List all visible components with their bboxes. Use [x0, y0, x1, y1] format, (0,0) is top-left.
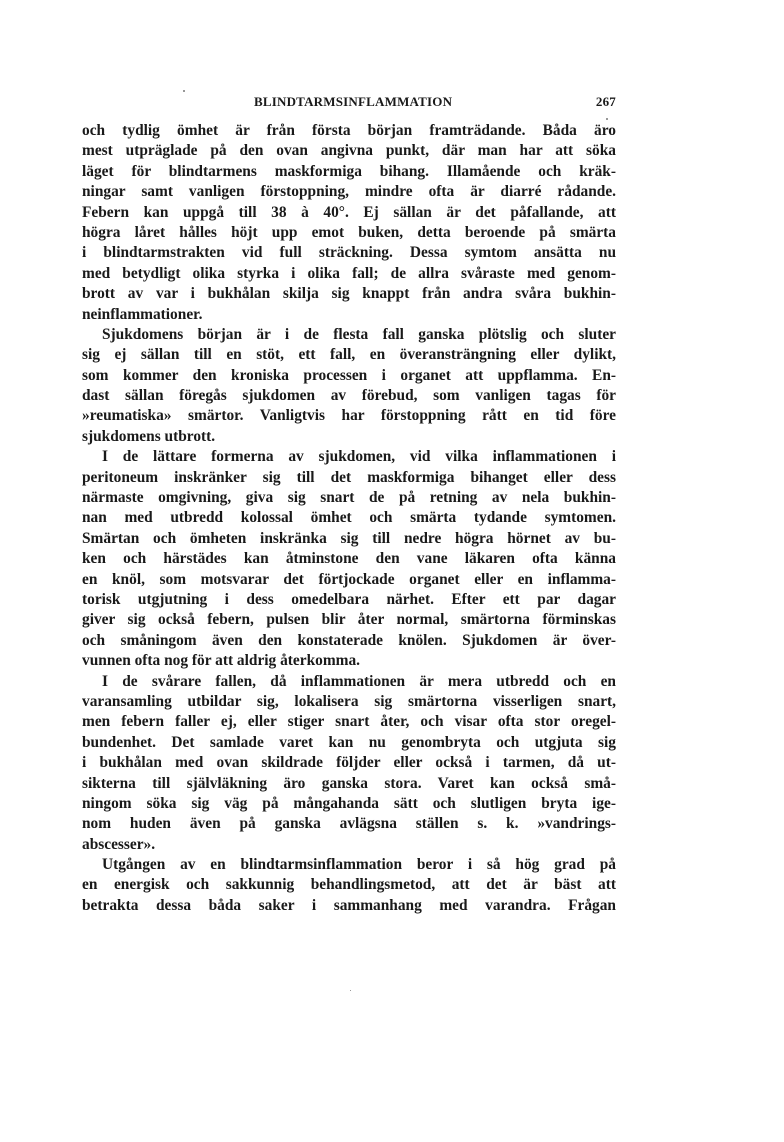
text-line: närmaste omgivning, giva sig snart de på retning av nela bukhin- [82, 489, 616, 507]
text-line: ningar samt vanligen förstoppning, mindre ofta är diarré rådande. [82, 183, 616, 201]
paragraph [82, 855, 616, 916]
text-line: »reumatiska» smärtor. Vanligtvis har förstoppning rått en tid före [82, 407, 616, 425]
text-line: brott av var i bukhålan skilja sig knappt från andra svåra bukhin- [82, 285, 616, 303]
text-line: och tydlig ömhet är från första början framträdande. Båda äro [82, 122, 616, 139]
text-line: i bukhålan med ovan skildrade följder eller också i tarmen, då ut- [82, 754, 616, 772]
text-line: Sjukdomens början är i de flesta fall ganska plötslig och sluter [102, 325, 616, 343]
paragraph [82, 325, 616, 447]
text-line: högra låret hålles höjt upp emot buken, detta beroende på smärta [82, 223, 616, 241]
text-line: Utgången av en blindtarmsinflammation beror i så hög grad på [102, 856, 616, 874]
text-line: sikterna till självläkning äro ganska stora. Varet kan också små- [82, 774, 616, 792]
text-line: sig ej sällan till en stöt, ett fall, en överansträngning eller dylikt, [82, 346, 616, 364]
scan-speck [183, 90, 185, 92]
text-line: med betydligt olika styrka i olika fall; de allra svåraste med genom- [82, 264, 616, 282]
text-line: torisk utgjutning i dess omedelbara närhet. Efter ett par dagar [82, 590, 616, 608]
text-line: giver sig också febern, pulsen blir åter normal, smärtorna förminskas [82, 611, 616, 629]
running-header [82, 94, 616, 112]
text-line: men febern faller ej, eller stiger snart åter, och visar ofta stor oregel- [82, 713, 616, 731]
text-line: nan med utbredd kolossal ömhet och smärta tydande symtomen. [82, 509, 616, 527]
text-line: ningom söka sig väg på mångahanda sätt och slutligen bryta ige- [82, 794, 616, 812]
text-line: bundenhet. Det samlade varet kan nu genombryta och utgjuta sig [82, 733, 616, 751]
text-line: I de svårare fallen, då inflammationen är mera utbredd och en [102, 672, 616, 690]
text-line: varansamling utbildar sig, lokalisera sig smärtorna visserligen snart, [82, 692, 616, 710]
chapter-title: BLINDTARMSINFLAMMATION [254, 94, 453, 109]
text-line: I de lättare formerna av sjukdomen, vid vilka inflammationen i [102, 448, 616, 466]
page-number: 267 [595, 94, 616, 109]
text-line: dast sällan föregås sjukdomen av förebud, som vanligen tagas för [82, 387, 616, 405]
text-line: abscesser». [82, 835, 156, 853]
text-line: läget för blindtarmens maskformiga bihang. Illamående och kräk- [82, 162, 616, 180]
paragraph [82, 672, 616, 856]
text-line: Febern kan uppgå till 38 à 40°. Ej sällan är det påfallande, att [82, 203, 616, 221]
paragraph [82, 121, 616, 325]
text-line: sjukdomens utbrott. [82, 427, 216, 445]
body-text [82, 121, 616, 916]
text-line: en energisk och sakkunnig behandlingsmetod, att det är bäst att [82, 876, 616, 894]
scan-speck [606, 118, 608, 120]
text-line: nom huden även på ganska avlägsna ställen s. k. »vandrings- [82, 815, 616, 833]
text-line: peritoneum inskränker sig till det maskformiga bihanget eller dess [82, 468, 616, 486]
text-line: vunnen ofta nog för att aldrig återkomma. [82, 652, 361, 670]
paragraph [82, 447, 616, 671]
text-line: betrakta dessa båda saker i sammanhang med varandra. Frågan [82, 896, 616, 914]
text-line: och småningom även den konstaterade knölen. Sjukdomen är över- [82, 631, 616, 649]
text-line: Smärtan och ömheten inskränka sig till nedre högra hörnet av bu- [82, 529, 616, 547]
text-line: en knöl, som motsvarar det förtjockade organet eller en inflamma- [82, 570, 616, 588]
scan-speck [350, 990, 351, 991]
text-line: ken och härstädes kan åtminstone den vane läkaren ofta känna [82, 550, 616, 568]
text-line: neinflammationer. [82, 305, 203, 323]
text-line: som kommer den kroniska processen i organet att uppflamma. En- [82, 366, 616, 384]
text-line: mest utpräglade på den ovan angivna punkt, där man har att söka [82, 142, 616, 160]
text-line: i blindtarmstrakten vid full sträckning. Dessa symtom ansätta nu [82, 244, 616, 262]
